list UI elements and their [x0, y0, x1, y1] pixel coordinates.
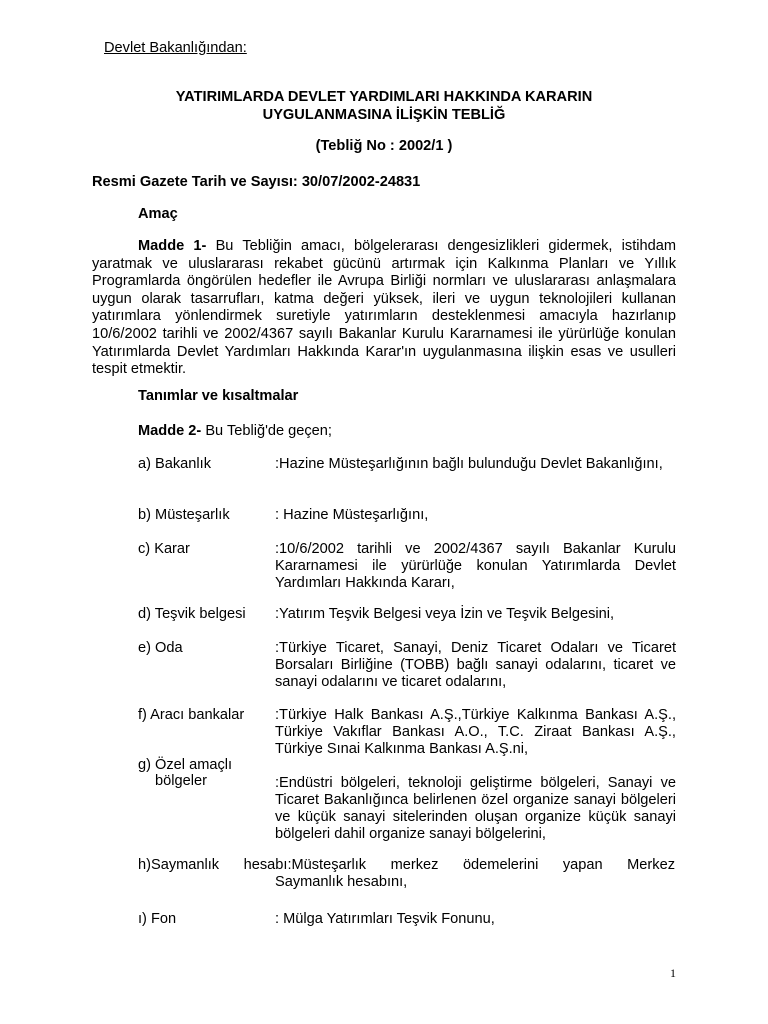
definition-description: :Türkiye Ticaret, Sanayi, Deniz Ticaret Odaları ve Ticaret Borsaları Birliğine (TOBB) bağlı sanayi odalarını, ticaret ve sanayi odalarını ve ticaret odalarını,	[275, 640, 676, 690]
definition-term: f) Aracı bankalar	[138, 707, 245, 723]
definition-term: c) Karar	[138, 541, 190, 557]
definition-term	[138, 857, 675, 891]
definition-item	[92, 857, 676, 893]
definition-term: a) Bakanlık	[138, 456, 212, 472]
definition-description: :10/6/2002 tarihli ve 2002/4367 sayılı Bakanlar Kurulu Kararnamesi ile yürürlüğe konulan Yatırımlarda Devlet Yardımları Hakkında Kararı,	[275, 541, 676, 591]
definition-description: : Mülga Yatırımları Teşvik Fonunu,	[275, 911, 495, 927]
definition-item	[92, 541, 676, 595]
article-2-paragraph	[138, 423, 332, 439]
definition-line	[138, 857, 675, 874]
definition-term: e) Oda	[138, 640, 183, 656]
definition-item	[92, 707, 676, 761]
definition-item	[92, 507, 676, 527]
definition-term	[138, 757, 232, 789]
definition-item	[92, 606, 676, 626]
section-heading-amac: Amaç	[138, 206, 178, 222]
teblig-number: (Tebliğ No : 2002/1 )	[315, 138, 453, 154]
definition-term: d) Teşvik belgesi	[138, 606, 246, 622]
definition-description: : Hazine Müsteşarlığını,	[275, 507, 429, 523]
article-1-paragraph	[92, 238, 676, 379]
article-2-label: Madde 2-	[138, 423, 202, 439]
article-2-text: Bu Tebliğ'de geçen;	[205, 423, 332, 439]
definition-description: :Yatırım Teşvik Belgesi veya İzin ve Teşvik Belgesini,	[275, 606, 615, 622]
definition-term: b) Müsteşarlık	[138, 507, 230, 523]
page-number: 1	[670, 966, 676, 980]
issuer-header: Devlet Bakanlığından:	[104, 40, 247, 56]
definition-term: h)Saymanlık hesabı	[138, 857, 288, 873]
definition-item	[92, 456, 676, 492]
definition-description: :Endüstri bölgeleri, teknoloji geliştirme bölgeleri, Sanayi ve Ticaret Bakanlığınca belirlenen özel organize sanayi bölgeleri ve küçük sanayi sitelerinden oluşan organize küçük sanayi bölgeleri dahil organize sanayi bölgelerini,	[275, 775, 676, 842]
document-title	[92, 88, 676, 124]
article-1-label: Madde 1-	[138, 238, 207, 254]
section-heading-tanimlar: Tanımlar ve kısaltmalar	[138, 388, 299, 404]
definition-description: :Müsteşarlık merkez ödemelerini yapan Merkez	[287, 857, 675, 873]
definition-description: :Türkiye Halk Bankası A.Ş.,Türkiye Kalkınma Bankası A.Ş., Türkiye Vakıflar Bankası A.O., T.C. Ziraat Bankası A.Ş., Türkiye Sınai Kalkınma Bankası A.Ş.ni,	[275, 707, 676, 757]
definition-term: ı) Fon	[138, 911, 177, 927]
official-gazette-info: Resmi Gazete Tarih ve Sayısı: 30/07/2002-24831	[92, 174, 421, 190]
title-line-1: YATIRIMLARDA DEVLET YARDIMLARI HAKKINDA KARARIN	[175, 89, 593, 105]
definition-item	[92, 640, 676, 694]
definition-description-continued: Saymanlık hesabını,	[275, 874, 408, 890]
definition-item	[92, 911, 676, 931]
title-line-2: UYGULANMASINA İLİŞKİN TEBLİĞ	[262, 107, 506, 123]
definition-item	[92, 757, 676, 843]
definition-term-line: bölgeler	[155, 773, 207, 789]
definition-term-line: g) Özel amaçlı	[138, 757, 233, 773]
article-1-text: Bu Tebliğin amacı, bölgelerarası dengesizlikleri gidermek, istihdam yaratmak ve uluslararası rekabet gücünü artırmak için Kalkınma Planları ve Yıllık Programlarda öngörülen hedefler ile Avrupa Birliği normları ve uluslararası anlaşmalara uygun olarak tasarrufları, katma değeri yüksek, ileri ve uygun teknolojileri kullanan yatırımlara yönlendirmek suretiyle yatırımların desteklenmesi amacıyla hazırlanıp 10/6/2002 tarihli ve 2002/4367 sayılı Bakanlar Kurulu Kararnamesi ile yürürlüğe konulan Yatırımlarda Devlet Yardımları Hakkında Karar'ın uygulanmasına ilişkin esas ve usulleri tespit etmektir.	[92, 238, 676, 378]
definition-description: :Hazine Müsteşarlığının bağlı bulunduğu Devlet Bakanlığını,	[275, 456, 663, 472]
